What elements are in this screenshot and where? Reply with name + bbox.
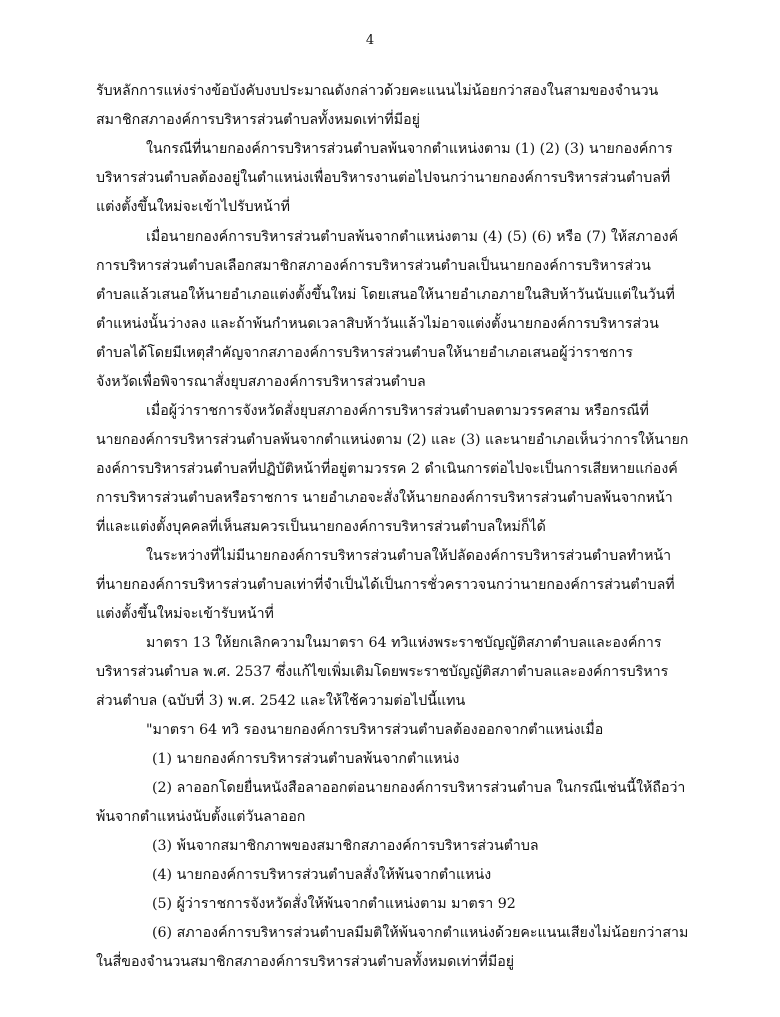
- text-line: ตำบลได้โดยมีเหตุสำคัญจากสภาองค์การบริหารส่วนตำบลให้นายอำเภอเสนอผู้ว่าราชการ: [96, 345, 633, 361]
- text-line: องค์การบริหารส่วนตำบลที่ปฏิบัติหน้าที่อยู่ตามวรรค 2 ดำเนินการต่อไปจะเป็นการเสียหายแก่องค์: [96, 461, 678, 477]
- text-line: ตำแหน่งนั้นว่างลง และถ้าพ้นกำหนดเวลาสิบห้าวันแล้วไม่อาจแต่งตั้งนายกองค์การบริหารส่วน: [96, 316, 659, 332]
- text-line: มาตรา 13 ให้ยกเลิกความในมาตรา 64 ทวิแห่งพระราชบัญญัติสภาตำบลและองค์การ: [146, 635, 662, 651]
- text-line: แต่งตั้งขึ้นใหม่จะเข้าไปรับหน้าที่: [96, 199, 291, 215]
- text-line: (4) นายกองค์การบริหารส่วนตำบลสั่งให้พ้นจากตำแหน่ง: [152, 867, 492, 883]
- text-line: การบริหารส่วนตำบลหรือราชการ นายอำเภอจะสั่งให้นายกองค์การบริหารส่วนตำบลพ้นจากหน้า: [96, 490, 673, 506]
- text-line: บริหารส่วนตำบล พ.ศ. 2537 ซึ่งแก้ไขเพิ่มเติมโดยพระราชบัญญัติสภาตำบลและองค์การบริหาร: [96, 664, 669, 680]
- text-line: ในกรณีที่นายกองค์การบริหารส่วนตำบลพ้นจากตำแหน่งตาม (1) (2) (3) นายกองค์การ: [146, 141, 673, 157]
- text-line: เมื่อผู้ว่าราชการจังหวัดสั่งยุบสภาองค์การบริหารส่วนตำบลตามวรรคสาม หรือกรณีที่: [146, 403, 649, 419]
- text-line: ในระหว่างที่ไม่มีนายกองค์การบริหารส่วนตำบลให้ปลัดองค์การบริหารส่วนตำบลทำหน้า: [146, 548, 672, 564]
- text-line: แต่งตั้งขึ้นใหม่จะเข้ารับหน้าที่: [96, 606, 274, 622]
- text-line: เมื่อนายกองค์การบริหารส่วนตำบลพ้นจากตำแหน่งตาม (4) (5) (6) หรือ (7) ให้สภาองค์: [146, 229, 679, 245]
- text-line: (1) นายกองค์การบริหารส่วนตำบลพ้นจากตำแหน่ง: [152, 751, 460, 767]
- text-line: ที่และแต่งตั้งบุคคลที่เห็นสมควรเป็นนายกองค์การบริหารส่วนตำบลใหม่ก็ได้: [96, 519, 546, 535]
- text-line: (6) สภาองค์การบริหารส่วนตำบลมีมติให้พ้นจากตำแหน่งด้วยคะแนนเสียงไม่น้อยกว่าสาม: [152, 925, 689, 941]
- text-line: ที่นายกองค์การบริหารส่วนตำบลเท่าที่จำเป็นได้เป็นการชั่วคราวจนกว่านายกองค์การส่วนตำบลที่: [96, 577, 675, 593]
- text-line: บริหารส่วนตำบลต้องอยู่ในตำแหน่งเพื่อบริหารงานต่อไปจนกว่านายกองค์การบริหารส่วนตำบลที่: [96, 170, 671, 186]
- text-line: รับหลักการแห่งร่างข้อบังคับงบประมาณดังกล่าวด้วยคะแนนไม่น้อยกว่าสองในสามของจำนวน: [96, 83, 659, 99]
- text-line: ส่วนตำบล (ฉบับที่ 3) พ.ศ. 2542 และให้ใช้ความต่อไปนี้แทน: [96, 693, 466, 709]
- text-line: ตำบลแล้วเสนอให้นายอำเภอแต่งตั้งขึ้นใหม่ โดยเสนอให้นายอำเภอภายในสิบห้าวันนับแต่ในวันที่: [96, 287, 675, 303]
- page-number: 4: [365, 33, 375, 48]
- text-line: (5) ผู้ว่าราชการจังหวัดสั่งให้พ้นจากตำแหน่งตาม มาตรา 92: [152, 896, 516, 912]
- text-line: ในสี่ของจำนวนสมาชิกสภาองค์การบริหารส่วนตำบลทั้งหมดเท่าที่มีอยู่: [96, 954, 515, 970]
- text-line: (2) ลาออกโดยยื่นหนังสือลาออกต่อนายกองค์การบริหารส่วนตำบล ในกรณีเช่นนี้ให้ถือว่า: [152, 780, 686, 796]
- text-line: "มาตรา 64 ทวิ รองนายกองค์การบริหารส่วนตำบลต้องออกจากตำแหน่งเมื่อ: [146, 722, 604, 738]
- text-line: นายกองค์การบริหารส่วนตำบลพ้นจากตำแหน่งตาม (2) และ (3) และนายอำเภอเห็นว่าการให้นายก: [96, 432, 689, 448]
- text-line: จังหวัดเพื่อพิจารณาสั่งยุบสภาองค์การบริหารส่วนตำบล: [96, 374, 426, 390]
- text-line: สมาชิกสภาองค์การบริหารส่วนตำบลทั้งหมดเท่าที่มีอยู่: [96, 112, 420, 128]
- text-line: พ้นจากตำแหน่งนับตั้งแต่วันลาออก: [96, 809, 306, 825]
- text-line: การบริหารส่วนตำบลเลือกสมาชิกสภาองค์การบริหารส่วนตำบลเป็นนายกองค์การบริหารส่วน: [96, 258, 651, 274]
- text-line: (3) พ้นจากสมาชิกภาพของสมาชิกสภาองค์การบริหารส่วนตำบล: [152, 838, 539, 854]
